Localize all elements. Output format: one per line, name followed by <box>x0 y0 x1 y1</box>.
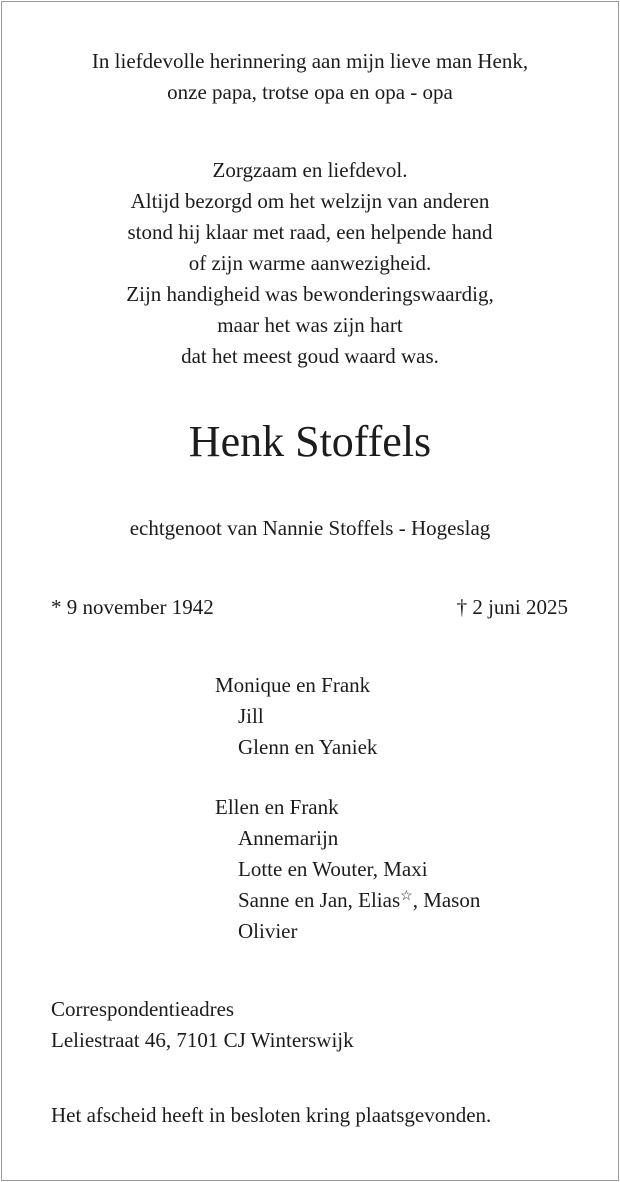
family-child-text: , Mason <box>412 888 481 912</box>
family-head: Monique en Frank <box>215 673 371 697</box>
intro-text <box>0 46 620 108</box>
deceased-name: Henk Stoffels <box>188 417 432 466</box>
intro-line: onze papa, trotse opa en opa - opa <box>167 80 453 104</box>
poem-line: stond hij klaar met raad, een helpende hand <box>127 220 493 244</box>
correspondence-address <box>51 994 354 1056</box>
intro-line: In liefdevolle herinnering aan mijn lieve man Henk, <box>91 49 529 73</box>
poem-line: Altijd bezorgd om het welzijn van anderen <box>130 189 490 213</box>
family-child: Olivier <box>238 919 298 943</box>
family-child <box>215 885 480 916</box>
poem-line: dat het meest goud waard was. <box>181 344 439 368</box>
family-child: Glenn en Yaniek <box>238 735 378 759</box>
farewell-note: Het afscheid heeft in besloten kring plaatsgevonden. <box>51 1103 492 1127</box>
poem-line: Zijn handigheid was bewonderingswaardig, <box>126 282 494 306</box>
death-date: † 2 juni 2025 <box>456 595 568 619</box>
family-child: Annemarijn <box>238 826 339 850</box>
birth-date: * 9 november 1942 <box>51 595 214 619</box>
family-child: Lotte en Wouter, Maxi <box>238 857 428 881</box>
spouse-line: echtgenoot van Nannie Stoffels - Hogeslag <box>129 516 491 540</box>
family-group <box>215 792 480 947</box>
star-icon: ☆ <box>400 889 413 904</box>
address-label: Correspondentieadres <box>51 997 235 1021</box>
address-line: Leliestraat 46, 7101 CJ Winterswijk <box>51 1028 354 1052</box>
family-child-text: Sanne en Jan, Elias <box>238 888 401 912</box>
poem-line: maar het was zijn hart <box>217 313 403 337</box>
poem-line: of zijn warme aanwezigheid. <box>188 251 432 275</box>
poem-line: Zorgzaam en liefdevol. <box>212 158 408 182</box>
family-child: Jill <box>238 704 264 728</box>
family-head: Ellen en Frank <box>215 795 339 819</box>
family-group <box>215 670 377 763</box>
poem <box>0 155 620 372</box>
